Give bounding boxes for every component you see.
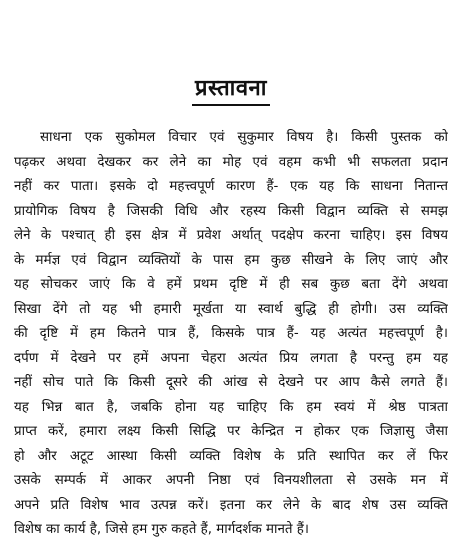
- text-line: नहीं कर पाता। इसके दो महत्त्वपूर्ण कारण हैं- एक यह कि साधना नितान्त: [14, 179, 448, 194]
- page-title: प्रस्तावना: [192, 76, 270, 106]
- text-line: हो और अटूट आस्था किसी व्यक्ति विशेष के प्रति स्थापित कर लें फिर: [14, 448, 448, 464]
- text-line: के मर्मज्ञ एवं विद्वान व्यक्तियों के पास हम कुछ सीखने के लिए जाएं और: [14, 252, 448, 268]
- text-line: उसके सम्पर्क में आकर अपनी निष्ठा एवं विनयशीलता से उसके मन में: [14, 473, 448, 488]
- title-container: [14, 76, 448, 108]
- text-line: विशेष का कार्य है, जिसे हम गुरु कहते हैं, मार्गदर्शक मानते हैं।: [14, 522, 309, 537]
- text-line: नहीं सोच पाते कि किसी दूसरे की आंख से देखने पर आप कैसे लगते हैं।: [14, 375, 448, 390]
- text-line: साधना एक सुकोमल विचार एवं सुकुमार विषय है। किसी पुस्तक को: [40, 130, 448, 145]
- text-line: प्राप्त करें, हमारा लक्ष्य किसी सिद्धि पर केन्द्रित न होकर एक जिज्ञासु जैसा: [14, 424, 448, 439]
- text-line: दर्पण में देखने पर हमें अपना चेहरा अत्यंत प्रिय लगता है परन्तु हम यह: [14, 350, 448, 366]
- text-line: पढ़कर अथवा देखकर कर लेने का मोह एवं वहम कभी भी सफलता प्रदान: [14, 154, 448, 170]
- text-line: लेने के पश्चात् ही इस क्षेत्र में प्रवेश अर्थात् पदक्षेप करना चाहिए। इस विषय: [14, 228, 448, 243]
- text-line: सिखा देंगे तो यह भी हमारी मूर्खता या स्वार्थ बुद्धि ही होगी। उस व्यक्ति: [14, 301, 448, 317]
- text-line: यह भिन्न बात है, जबकि होना यह चाहिए कि हम स्वयं में श्रेष्ठ पात्रता: [14, 399, 448, 415]
- body-paragraph: [14, 126, 448, 543]
- text-line: अपने प्रति विशेष भाव उत्पन्न करें। इतना कर लेने के बाद शेष उस व्यक्ति: [14, 497, 448, 513]
- text-line: प्रायोगिक विषय है जिसकी विधि और रहस्य किसी विद्वान व्यक्ति से समझ: [14, 203, 448, 219]
- text-line: की दृष्टि में हम कितने पात्र हैं, किसके पात्र हैं- यह अत्यंत महत्त्वपूर्ण है।: [14, 326, 448, 341]
- text-line: यह सोचकर जाएं कि वे हमें प्रथम दृष्टि में ही सब कुछ बता देंगे अथवा: [14, 277, 448, 292]
